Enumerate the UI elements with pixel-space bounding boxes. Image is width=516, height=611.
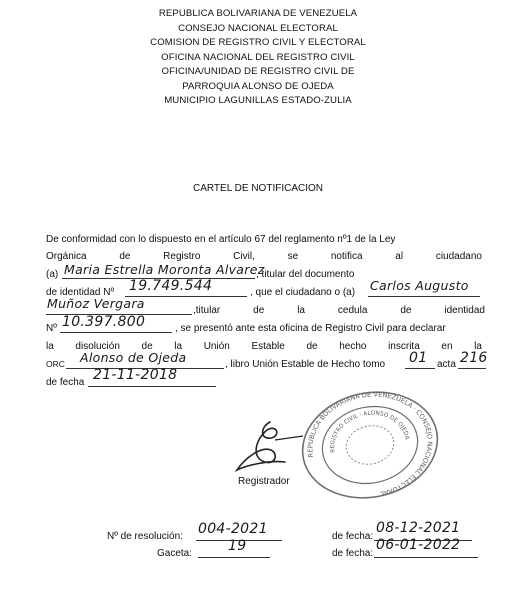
- header-line: OFICINA NACIONAL DEL REGISTRO CIVIL: [161, 51, 355, 63]
- word: de: [306, 341, 318, 352]
- word: la: [474, 341, 482, 352]
- body-text: , libro Unión Estable de Hecho tomo: [225, 359, 386, 370]
- handwritten-name-1: Maria Estrella Moronta Alvarez: [64, 262, 265, 277]
- header-line: PARROQUIA ALONSO DE OJEDA: [182, 80, 334, 92]
- body-text: acta: [437, 359, 456, 370]
- official-stamp: [295, 390, 445, 500]
- word: identidad: [444, 305, 485, 316]
- handwritten-acta: 216: [460, 350, 488, 366]
- handwritten-gaceta: 19: [228, 538, 247, 554]
- document-title: CARTEL DE NOTIFICACION: [192, 183, 323, 194]
- handwritten-fecha: 21-11-2018: [93, 367, 178, 383]
- body-text: de fecha: [46, 377, 85, 388]
- underline: [368, 296, 480, 297]
- word: de: [400, 305, 412, 316]
- body-text: Nº: [46, 323, 57, 334]
- word: de: [141, 341, 153, 352]
- word: ,titular: [193, 305, 221, 316]
- document-header: [0, 7, 516, 109]
- word: notifica: [330, 251, 363, 262]
- word: al: [395, 251, 404, 262]
- word: disolución: [75, 341, 120, 352]
- handwritten-name-2b: Muñoz Vergara: [47, 296, 145, 311]
- body-text: (a): [46, 269, 59, 280]
- word: Unión: [203, 341, 230, 352]
- handwritten-tomo: 01: [409, 350, 428, 366]
- underline: [405, 368, 435, 369]
- word: ciudadano: [435, 251, 482, 262]
- word: de: [253, 305, 265, 316]
- body-line-1: De conformidad con lo dispuesto en el artículo 67 del reglamento nº1 de la Ley: [46, 234, 396, 245]
- stamp-outer-text: REPUBLICA BOLIVARIANA DE VENEZUELA · CONSEJO NACIONAL ELECTORAL: [306, 390, 434, 498]
- underline: [198, 557, 270, 558]
- word: la: [174, 341, 183, 352]
- stamp-inner-text: REGISTRO CIVIL · ALONSO DE OJEDA: [330, 410, 410, 454]
- word: Estable: [251, 341, 285, 352]
- header-line: MUNICIPIO LAGUNILLAS ESTADO-ZULIA: [164, 95, 352, 106]
- handwritten-doc-1: 19.749.544: [129, 278, 213, 294]
- word: en: [441, 341, 453, 352]
- underline: [458, 368, 486, 369]
- body-line-5: [193, 304, 485, 317]
- header-line: OFICINA/UNIDAD DE REGISTRO CIVIL DE: [161, 66, 355, 77]
- word: hecho: [339, 341, 367, 352]
- word: se: [287, 251, 299, 262]
- word: de: [119, 251, 131, 262]
- header-line: REPUBLICA BOLIVARIANA DE VENEZUELA: [158, 8, 358, 19]
- body-text: , se presentó ante esta oficina de Registro Civil para declarar: [175, 323, 446, 334]
- word: Registro: [163, 251, 201, 262]
- word: Orgánica: [46, 251, 87, 262]
- word: inscrita: [388, 341, 420, 352]
- body-text: , que el ciudadano o (a): [250, 287, 356, 298]
- underline: [374, 557, 478, 558]
- word: la: [297, 305, 305, 316]
- fecha-label-2: de fecha:: [332, 548, 374, 559]
- body-text: ORC: [46, 359, 65, 369]
- handwritten-fecha-gaceta: 06-01-2022: [376, 537, 461, 553]
- fecha-label-1: de fecha:: [332, 531, 374, 542]
- body-text: , titular del documento: [256, 269, 355, 280]
- registrador-label: Registrador: [238, 476, 290, 487]
- word: la: [46, 341, 54, 352]
- gaceta-label: Gaceta:: [157, 548, 193, 559]
- word: cedula: [337, 305, 368, 316]
- handwritten-resolucion: 004-2021: [198, 521, 268, 537]
- word: Civil,: [233, 251, 255, 262]
- handwritten-doc-2: 10.397.800: [62, 314, 146, 330]
- header-line: COMISION DE REGISTRO CIVIL Y ELECTORAL: [150, 37, 366, 48]
- resolucion-label: Nº de resolución:: [107, 531, 183, 542]
- handwritten-orc: Alonso de Ojeda: [80, 350, 187, 365]
- handwritten-name-2a: Carlos Augusto: [370, 278, 469, 293]
- underline: [60, 332, 172, 333]
- underline: [88, 386, 216, 387]
- handwritten-fecha-resolucion: 08-12-2021: [376, 520, 461, 536]
- header-line: CONSEJO NACIONAL ELECTORAL: [178, 22, 338, 34]
- body-text: de identidad Nº: [46, 287, 115, 298]
